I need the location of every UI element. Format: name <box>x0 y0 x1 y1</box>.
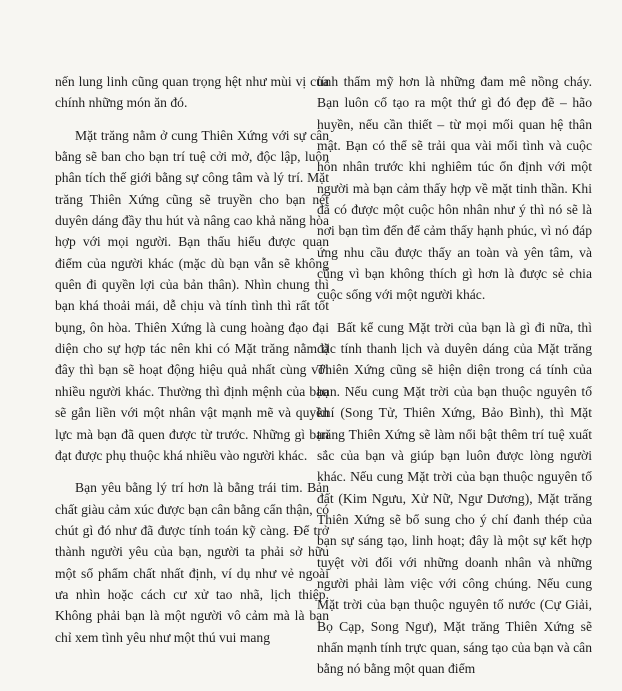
paragraph: tính thẩm mỹ hơn là những đam mê nồng cháy. Bạn luôn cố tạo ra một thứ gì đó đẹp đẽ – hão huyền, nếu cần thiết – từ mọi mối quan hệ thân mật. Bạn có thể sẽ trải qua vài mối tình và cuộc hôn nhân trước khi nghiêm túc ổn định với một người mà bạn cảm thấy hợp về mặt tinh thần. Khi đã có được một cuộc hôn nhân như ý thì nó sẽ là nơi bạn tìm đến để cảm thấy hạnh phúc, vì nó đáp ứng nhu cầu được thấy an toàn và yên tâm, và cũng vì bạn không thích gì hơn là được sẻ chia cuộc sống với một người khác. <box>317 74 592 303</box>
paragraph: Mặt trăng nằm ở cung Thiên Xứng với sự cân bằng sẽ ban cho bạn trí tuệ cởi mở, độc lập, luôn phân tích thế giới bằng sự công tâm và lý trí. Mặt trăng Thiên Xứng cũng sẽ truyền cho bạn nét duyên dáng đầy thu hút và nâng cao khả năng hòa hợp với mọi người. Bạn thấu hiểu được quan điểm của người khác (mặc dù bạn vẫn sẽ không quên đi quyền lợi của bản thân). Nhìn chung thì bạn khá thoải mái, dễ chịu và tính tình thì rất tốt bụng, ôn hòa. Thiên Xứng là cung hoàng đạo đại diện cho sự hợp tác nên khi có Mặt trăng nằm ở đây thì bạn sẽ hoạt động hiệu quả nhất cùng với nhiều người khác. Thường thì định mệnh của bạn sẽ gắn liền với một nhân vật mạnh mẽ và quyền lực mà bạn đã quen được từ trước. Những gì bạn đạt được phụ thuộc khá nhiều vào người khác. <box>55 127 329 463</box>
paragraph: Bạn yêu bằng lý trí hơn là bằng trái tim. Bản chất giàu cảm xúc được bạn cân bằng cẩn thận, có chút gì đó như đã được tính toán kỹ càng. Để trở thành người yêu của bạn, người ta phải sở hữu một số phẩm chất nhất định, ví dụ như vẻ ngoài ưa nhìn hoặc cách cư xử tao nhã, lịch thiệp. Không phải bạn là một người vô cảm mà là bạn chỉ xem tình yêu như một thú vui mang <box>55 480 329 645</box>
left-column <box>55 71 329 659</box>
paragraph: Bất kể cung Mặt trời của bạn là gì đi nữa, thì đặc tính thanh lịch và duyên dáng của Mặt trăng Thiên Xứng cũng sẽ hiện diện trong cá tính của bạn. Nếu cung Mặt trời của bạn thuộc nguyên tố khí (Song Tử, Thiên Xứng, Bảo Bình), thì Mặt trăng Thiên Xứng sẽ làm nổi bật thêm trí tuệ xuất sắc của bạn và giúp bạn luôn được lòng người khác. Nếu cung Mặt trời của bạn thuộc nguyên tố đất (Kim Ngưu, Xử Nữ, Ngư Dương), Mặt trăng Thiên Xứng sẽ bổ sung cho ý chí đanh thép của bạn sự sáng tạo, linh hoạt; đây là một sự kết hợp tuyệt vời đối với những doanh nhân và những người phải làm việc với công chúng. Nếu cung Mặt trời của bạn thuộc nguyên tố nước (Cự Giải, Bọ Cạp, Song Ngư), Mặt trăng Thiên Xứng sẽ nhấn mạnh tính trực quan, sáng tạo của bạn và cân bằng nó bằng một quan điểm <box>317 319 592 677</box>
right-column <box>317 71 592 691</box>
paragraph: nến lung linh cũng quan trọng hệt như mùi vị của chính những món ăn đó. <box>55 74 329 111</box>
